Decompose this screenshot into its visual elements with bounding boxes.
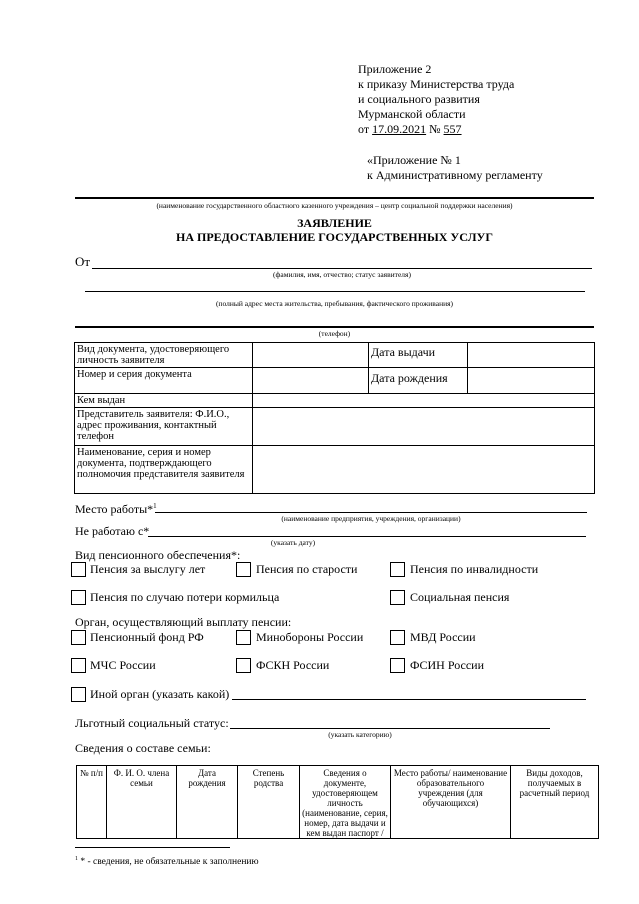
representative-label: Представитель заявителя: Ф.И.О., адрес проживания, контактный телефон (75, 408, 253, 446)
category-caption: (указать категорию) (328, 730, 392, 739)
pension-old-age-checkbox[interactable] (236, 562, 251, 577)
fio-caption: (фамилия, имя, отчество; статус заявителя) (273, 270, 411, 279)
workplace-footnote-mark: 1 (153, 502, 157, 510)
institution-line[interactable] (75, 197, 594, 199)
phone-line[interactable] (75, 326, 594, 328)
issued-by-label: Кем выдан (75, 394, 253, 408)
doc-number-field[interactable] (253, 368, 369, 394)
payer-other-label: Иной орган (указать какой) (90, 687, 230, 701)
not-working-label: Не работаю с* (75, 524, 150, 538)
payer-mod-checkbox[interactable] (236, 630, 251, 645)
social-status-label: Льготный социальный статус: (75, 716, 229, 730)
institution-caption: (наименование государственного областного казенного учреждения – центр социальной поддержки населения) (156, 201, 513, 210)
payer-fskn-checkbox[interactable] (236, 658, 251, 673)
appendix-date: 17.09.2021 (372, 122, 427, 136)
family-header-workplace: Место работы/ наименование образовательного учреждения (для обучающихся) (391, 766, 511, 839)
issue-date-field[interactable] (468, 343, 595, 368)
address-caption: (полный адрес места жительства, пребывания, фактического проживания) (215, 299, 454, 308)
payer-mvd-checkbox[interactable] (390, 630, 405, 645)
payer-other-checkbox[interactable] (71, 687, 86, 702)
payer-mchs-label: МЧС России (90, 658, 156, 672)
pension-old-age-label: Пенсия по старости (256, 562, 358, 576)
applicant-name-line[interactable] (92, 268, 592, 269)
issue-date-label: Дата выдачи (369, 343, 468, 368)
workplace-label-wrap (75, 499, 157, 516)
family-header-birth: Дата рождения (177, 766, 238, 839)
pension-disability-checkbox[interactable] (390, 562, 405, 577)
pension-long-service-checkbox[interactable] (71, 562, 86, 577)
family-header-income: Виды доходов, получаемых в расчетный период (511, 766, 599, 839)
appendix-line-3: и социального развития (358, 92, 480, 106)
pension-long-service-label: Пенсия за выслугу лет (90, 562, 206, 576)
form-title-1: ЗАЯВЛЕНИЕ (297, 216, 372, 230)
doc-number-label: Номер и серия документа (75, 368, 253, 394)
pension-type-label: Вид пенсионного обеспечения*: (75, 548, 241, 562)
footnote-mark: 1 (75, 856, 78, 862)
payer-other-line[interactable] (232, 699, 586, 700)
family-label: Сведения о составе семьи: (75, 741, 211, 755)
payer-fsin-label: ФСИН России (410, 658, 484, 672)
footnote-text: * - сведения, не обязательные к заполнению (80, 857, 259, 868)
date-caption: (указать дату) (270, 538, 316, 547)
appendix-line-4: Мурманской области (358, 107, 466, 121)
family-header-fio: Ф. И. О. члена семьи (107, 766, 177, 839)
social-status-line[interactable] (230, 728, 550, 729)
family-header-document: Сведения о документе, удостоверяющем личность (наименование, серия, номер, дата выдачи и кем выдан паспорт / (300, 766, 391, 839)
family-header-relation: Степень родства (238, 766, 300, 839)
birth-date-field[interactable] (468, 368, 595, 394)
representative-field[interactable] (253, 408, 595, 446)
pension-social-checkbox[interactable] (390, 590, 405, 605)
payer-pfr-checkbox[interactable] (71, 630, 86, 645)
pension-disability-label: Пенсия по инвалидности (410, 562, 539, 576)
family-header-num: № п/п (77, 766, 107, 839)
workplace-label: Место работы* (75, 502, 154, 516)
appendix-number: 557 (443, 122, 462, 136)
payer-label: Орган, осуществляющий выплату пенсии: (75, 615, 292, 629)
from-label: От (75, 254, 91, 269)
payer-pfr-label: Пенсионный фонд РФ (90, 630, 204, 644)
appendix-right-2: к Административному регламенту (367, 168, 543, 182)
pension-survivor-checkbox[interactable] (71, 590, 86, 605)
payer-fskn-label: ФСКН России (256, 658, 330, 672)
doc-type-label: Вид документа, удостоверяющего личность заявителя (75, 343, 253, 368)
document-table (74, 342, 595, 494)
payer-mod-label: Минобороны России (256, 630, 364, 644)
workplace-line[interactable] (155, 512, 587, 513)
footnote (75, 854, 259, 868)
appendix-order-line (358, 122, 462, 136)
phone-caption: (телефон) (318, 329, 351, 338)
appendix-line-2: к приказу Министерства труда (358, 77, 515, 91)
authority-doc-label: Наименование, серия и номер документа, подтверждающего полномочия представителя заявителя (75, 446, 253, 494)
appendix-right-1: «Приложение № 1 (367, 153, 461, 167)
form-title-2: НА ПРЕДОСТАВЛЕНИЕ ГОСУДАРСТВЕННЫХ УСЛУГ (176, 230, 493, 244)
address-line[interactable] (85, 291, 585, 292)
workplace-caption: (наименование предприятия, учреждения, организации) (281, 514, 461, 523)
payer-mchs-checkbox[interactable] (71, 658, 86, 673)
family-table (76, 765, 599, 839)
issued-by-field[interactable] (253, 394, 595, 408)
pension-social-label: Социальная пенсия (410, 590, 510, 604)
not-working-line[interactable] (148, 536, 586, 537)
pension-survivor-label: Пенсия по случаю потери кормильца (90, 590, 280, 604)
appendix-from: от (358, 122, 370, 136)
appendix-num-sign: № (429, 122, 441, 136)
birth-date-label: Дата рождения (369, 368, 468, 394)
authority-doc-field[interactable] (253, 446, 595, 494)
footnote-separator (75, 847, 230, 848)
doc-type-field[interactable] (253, 343, 369, 368)
payer-mvd-label: МВД России (410, 630, 476, 644)
payer-fsin-checkbox[interactable] (390, 658, 405, 673)
appendix-line-1: Приложение 2 (358, 62, 432, 76)
